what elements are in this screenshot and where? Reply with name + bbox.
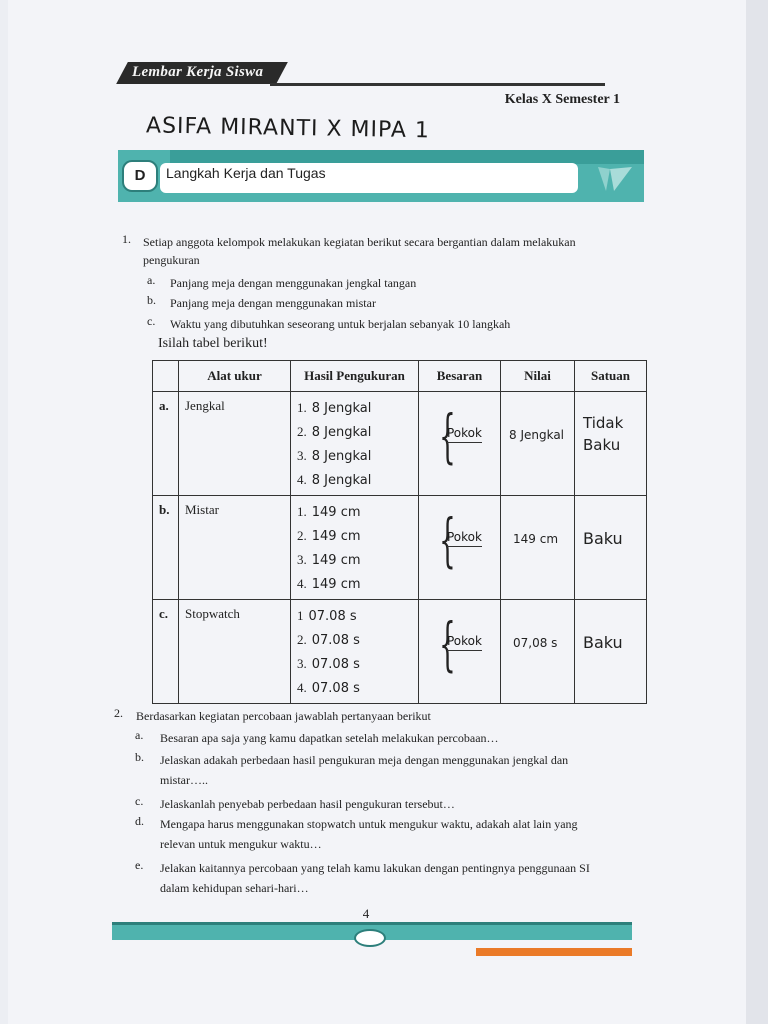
value-text: 8 Jengkal: [509, 428, 565, 442]
measurement-number: 1: [297, 608, 304, 623]
measurement-item: [297, 676, 418, 700]
unit-cell: [575, 600, 647, 704]
section-title: Langkah Kerja dan Tugas: [166, 165, 326, 181]
scan-edge: [746, 0, 768, 1024]
measurement-item: [297, 572, 418, 596]
quantity-value: Pokok: [447, 530, 482, 547]
measurement-number: 4.: [297, 472, 307, 487]
measurement-number: 2.: [297, 528, 307, 543]
measurement-value: 8 Jengkal: [311, 473, 372, 488]
task2-item-text-cont: dalam kehidupan sehari-hari…: [160, 881, 309, 895]
measurement-number: 2.: [297, 424, 307, 439]
measurement-value: 149 cm: [311, 553, 361, 568]
table-header-cell: Nilai: [501, 361, 575, 392]
measurement-item: [297, 628, 418, 652]
task2-number: 2.: [114, 706, 123, 720]
measurement-item: [297, 604, 418, 628]
quantity-value: Pokok: [447, 634, 482, 651]
task2-item-text: Besaran apa saja yang kamu dapatkan setelah melakukan percobaan…: [160, 731, 499, 745]
unit-cell: [575, 392, 647, 496]
table-header-cell: Hasil Pengukuran: [291, 361, 419, 392]
measurement-value: 07.08 s: [308, 609, 357, 624]
value-cell: [501, 600, 575, 704]
table-header-cell: Satuan: [575, 361, 647, 392]
student-name: ASIFA MIRANTI X MIPA 1: [145, 113, 431, 144]
row-tool: Stopwatch: [179, 600, 291, 704]
table-header-cell: Besaran: [419, 361, 501, 392]
measurement-cell: [291, 392, 419, 496]
table-header-row: [153, 361, 647, 392]
leaf-deco-icon: [592, 163, 636, 195]
task1-number: 1.: [122, 232, 131, 246]
task2-text: Berdasarkan kegiatan percobaan jawablah pertanyaan berikut: [136, 709, 431, 723]
table-intro: Isilah tabel berikut!: [158, 336, 268, 351]
measurement-value: 8 Jengkal: [311, 449, 372, 464]
task1-item-text: Waktu yang dibutuhkan seseorang untuk berjalan sebanyak 10 langkah: [170, 317, 511, 331]
footer-band-edge: [112, 922, 632, 925]
measurement-item: [297, 500, 418, 524]
task1-item-letter: c.: [147, 314, 156, 328]
unit-text: Baku: [583, 633, 623, 652]
row-letter: b.: [153, 496, 179, 600]
measurement-value: 149 cm: [311, 529, 361, 544]
task2-item-letter: a.: [135, 728, 144, 742]
task1-item-letter: b.: [147, 293, 156, 307]
task1-item-text: Panjang meja dengan menggunakan mistar: [170, 296, 376, 310]
measurement-item: [297, 524, 418, 548]
measurement-number: 4.: [297, 680, 307, 695]
header-rule: [270, 83, 605, 86]
row-tool: Mistar: [179, 496, 291, 600]
quantity-cell: [419, 600, 501, 704]
unit-cell: [575, 496, 647, 600]
footer-oval: [354, 929, 386, 947]
measurement-item: [297, 468, 418, 492]
task2-item-text: Jelaskanlah penyebab perbedaan hasil pengukuran tersebut…: [160, 797, 455, 811]
task2-item-text: Mengapa harus menggunakan stopwatch untuk mengukur waktu, adakah alat lain yang: [160, 817, 578, 831]
section-badge: D: [122, 160, 158, 192]
brace-mark: {: [439, 506, 456, 574]
page-number: 4: [362, 906, 370, 921]
measurement-value: 8 Jengkal: [311, 425, 372, 440]
measurement-value: 8 Jengkal: [311, 401, 372, 416]
measurement-table: [152, 360, 647, 704]
measurement-cell: [291, 600, 419, 704]
value-cell: [501, 392, 575, 496]
table-row: [153, 392, 647, 496]
task1-text-line1: Setiap anggota kelompok melakukan kegiatan berikut secara bergantian dalam melakukan: [143, 235, 576, 249]
footer-orange-strip: [476, 948, 632, 956]
quantity-value: Pokok: [447, 426, 482, 443]
task1-item-letter: a.: [147, 273, 156, 287]
task2-item-text: Jelaskan adakah perbedaan hasil pengukuran meja dengan menggunakan jengkal dan: [160, 753, 569, 767]
table-header-cell: Alat ukur: [179, 361, 291, 392]
measurement-item: [297, 652, 418, 676]
measurement-item: [297, 396, 418, 420]
task1-item-text: Panjang meja dengan menggunakan jengkal tangan: [170, 276, 417, 290]
measurement-item: [297, 420, 418, 444]
measurement-number: 1.: [297, 504, 307, 519]
measurement-number: 2.: [297, 632, 307, 647]
task1-text-line2: pengukuran: [143, 253, 200, 267]
quantity-cell: [419, 496, 501, 600]
unit-text: Baku: [583, 529, 623, 548]
measurement-value: 07.08 s: [311, 633, 360, 648]
value-text: 07,08 s: [513, 636, 558, 650]
table-row: [153, 600, 647, 704]
brace-mark: {: [439, 610, 456, 678]
value-text: 149 cm: [513, 532, 559, 546]
unit-text: Tidak Baku: [583, 414, 624, 454]
header-title: Lembar Kerja Siswa: [132, 64, 264, 80]
brace-mark: {: [439, 402, 456, 470]
measurement-number: 4.: [297, 576, 307, 591]
task2-item-text: Jelakan kaitannya percobaan yang telah kamu lakukan dengan pentingnya penggunaan SI: [160, 861, 590, 875]
measurement-value: 07.08 s: [311, 681, 360, 696]
table-header-blank: [153, 361, 179, 392]
task2-item-text-cont: mistar…..: [160, 773, 208, 787]
measurement-number: 1.: [297, 400, 307, 415]
measurement-item: [297, 548, 418, 572]
section-bar-accent: [170, 150, 644, 164]
measurement-value: 149 cm: [311, 505, 361, 520]
measurement-cell: [291, 496, 419, 600]
measurement-value: 149 cm: [311, 577, 361, 592]
row-letter: a.: [153, 392, 179, 496]
row-tool: Jengkal: [179, 392, 291, 496]
measurement-number: 3.: [297, 552, 307, 567]
measurement-value: 07.08 s: [311, 657, 360, 672]
table-row: [153, 496, 647, 600]
measurement-number: 3.: [297, 448, 307, 463]
task2-item-text-cont: relevan untuk mengukur waktu…: [160, 837, 322, 851]
class-label: Kelas X Semester 1: [504, 92, 620, 107]
task2-item-letter: b.: [135, 750, 144, 764]
task2-item-letter: d.: [135, 814, 144, 828]
quantity-cell: [419, 392, 501, 496]
task2-item-letter: e.: [135, 858, 144, 872]
measurement-item: [297, 444, 418, 468]
value-cell: [501, 496, 575, 600]
measurement-number: 3.: [297, 656, 307, 671]
task2-item-letter: c.: [135, 794, 144, 808]
row-letter: c.: [153, 600, 179, 704]
